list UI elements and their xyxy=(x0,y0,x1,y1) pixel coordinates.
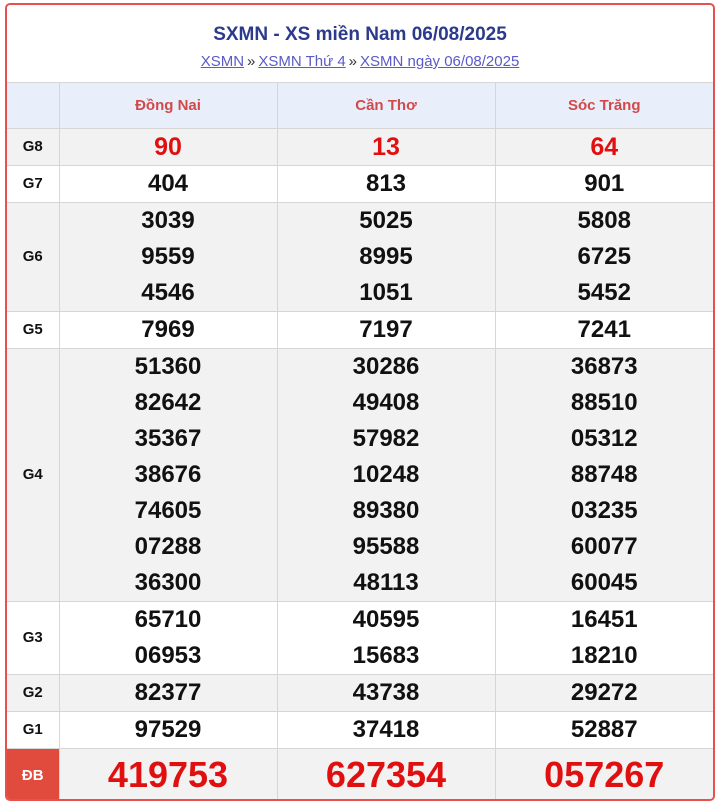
prize-number: 95588 xyxy=(352,532,420,560)
breadcrumb-link-xsmn[interactable]: XSMN xyxy=(200,53,245,70)
prize-number: 90 xyxy=(154,132,182,161)
prize-number: 82377 xyxy=(134,678,202,706)
prize-row xyxy=(7,711,713,748)
prize-number: 07288 xyxy=(134,532,202,560)
prize-row xyxy=(7,348,713,601)
prize-cell xyxy=(277,348,495,601)
prize-cell xyxy=(59,748,277,801)
page-title: SXMN - XS miền Nam 06/08/2025 xyxy=(213,24,507,45)
prize-number: 49408 xyxy=(352,388,420,416)
prize-number: 52887 xyxy=(570,715,638,743)
prize-number: 37418 xyxy=(352,715,420,743)
prize-label: G7 xyxy=(7,165,59,202)
prize-number: 88510 xyxy=(570,388,638,416)
prize-cell xyxy=(495,348,713,601)
results-card xyxy=(5,3,715,801)
prize-cell xyxy=(277,748,495,801)
prize-row xyxy=(7,601,713,674)
prize-number: 48113 xyxy=(353,568,419,596)
prize-cell xyxy=(277,311,495,348)
prize-cell xyxy=(59,674,277,711)
prize-cell xyxy=(495,601,713,674)
prize-number: 40595 xyxy=(352,605,420,633)
prize-label: G3 xyxy=(7,601,59,674)
prize-cell xyxy=(495,165,713,202)
prize-number: 30286 xyxy=(352,352,420,380)
prize-number: 6725 xyxy=(577,242,631,270)
prize-number: 4546 xyxy=(141,278,195,306)
prize-number: 97529 xyxy=(134,715,202,743)
prize-number: 5025 xyxy=(359,206,413,234)
prize-number: 35367 xyxy=(134,424,202,452)
prize-number: 36300 xyxy=(134,568,202,596)
prize-number: 60045 xyxy=(570,568,638,596)
prize-cell xyxy=(59,711,277,748)
prize-cell xyxy=(495,674,713,711)
prize-cell xyxy=(277,674,495,711)
prize-cell xyxy=(59,601,277,674)
prize-number: 51360 xyxy=(134,352,202,380)
corner-cell xyxy=(7,83,59,128)
prize-label: G8 xyxy=(7,128,59,165)
prize-cell xyxy=(59,348,277,601)
prize-number: 29272 xyxy=(570,678,638,706)
prize-row xyxy=(7,748,713,801)
prize-cell xyxy=(277,601,495,674)
breadcrumb-link-date[interactable]: XSMN ngày 06/08/2025 xyxy=(360,53,520,70)
prize-cell xyxy=(59,202,277,311)
prize-label: G6 xyxy=(7,202,59,311)
prize-cell xyxy=(59,311,277,348)
prize-number: 9559 xyxy=(141,242,195,270)
breadcrumb-separator: » xyxy=(247,53,256,70)
prize-cell xyxy=(277,128,495,165)
prize-cell xyxy=(59,128,277,165)
breadcrumb-link-weekday[interactable]: XSMN Thứ 4 xyxy=(258,53,346,70)
prize-cell xyxy=(277,711,495,748)
prize-cell xyxy=(277,202,495,311)
prize-cell xyxy=(495,128,713,165)
results-header xyxy=(7,5,713,83)
prize-cell xyxy=(495,748,713,801)
prize-number: 89380 xyxy=(352,496,420,524)
prize-number: 627354 xyxy=(325,754,447,795)
prize-number: 7197 xyxy=(359,315,413,343)
prize-label: ĐB xyxy=(7,748,59,801)
prize-number: 64 xyxy=(590,132,619,161)
prize-number: 13 xyxy=(372,132,400,161)
prize-number: 74605 xyxy=(134,496,202,524)
prize-number: 03235 xyxy=(570,496,638,524)
province-header[interactable]: Sóc Trăng xyxy=(495,83,713,128)
prize-number: 7969 xyxy=(141,315,195,343)
breadcrumb xyxy=(7,53,713,71)
prize-number: 88748 xyxy=(570,460,638,488)
prize-row xyxy=(7,202,713,311)
prize-cell xyxy=(495,711,713,748)
prize-number: 16451 xyxy=(570,605,638,633)
province-header-row xyxy=(7,83,713,128)
prize-number: 43738 xyxy=(352,678,420,706)
prize-number: 06953 xyxy=(134,641,202,669)
prize-number: 057267 xyxy=(544,754,665,795)
breadcrumb-separator: » xyxy=(348,53,358,70)
prize-number: 38676 xyxy=(134,460,202,488)
prize-number: 57982 xyxy=(352,424,420,452)
prize-row xyxy=(7,128,713,165)
prize-number: 813 xyxy=(365,169,407,197)
province-header[interactable]: Cần Thơ xyxy=(277,83,495,128)
prize-number: 404 xyxy=(147,169,189,197)
prize-cell xyxy=(495,202,713,311)
prize-cell xyxy=(495,311,713,348)
prize-number: 901 xyxy=(584,169,625,197)
prize-number: 60077 xyxy=(570,532,638,560)
prize-number: 3039 xyxy=(141,206,195,234)
prize-number: 7241 xyxy=(577,315,631,343)
prize-rows xyxy=(7,128,713,801)
prize-number: 15683 xyxy=(352,641,420,669)
prize-number: 1051 xyxy=(359,278,413,306)
prize-number: 65710 xyxy=(134,605,202,633)
prize-number: 10248 xyxy=(352,460,420,488)
prize-number: 5808 xyxy=(577,206,631,234)
results-table xyxy=(7,83,713,801)
prize-row xyxy=(7,165,713,202)
province-header[interactable]: Đồng Nai xyxy=(59,83,277,128)
prize-label: G1 xyxy=(7,711,59,748)
prize-number: 36873 xyxy=(570,352,638,380)
prize-number: 419753 xyxy=(107,754,229,795)
prize-label: G2 xyxy=(7,674,59,711)
prize-label: G4 xyxy=(7,348,59,601)
prize-cell xyxy=(277,165,495,202)
prize-number: 5452 xyxy=(577,278,631,306)
prize-cell xyxy=(59,165,277,202)
prize-row xyxy=(7,674,713,711)
prize-number: 18210 xyxy=(570,641,638,669)
prize-number: 05312 xyxy=(570,424,638,452)
prize-number: 82642 xyxy=(134,388,202,416)
prize-number: 8995 xyxy=(359,242,413,270)
prize-label: G5 xyxy=(7,311,59,348)
prize-row xyxy=(7,311,713,348)
